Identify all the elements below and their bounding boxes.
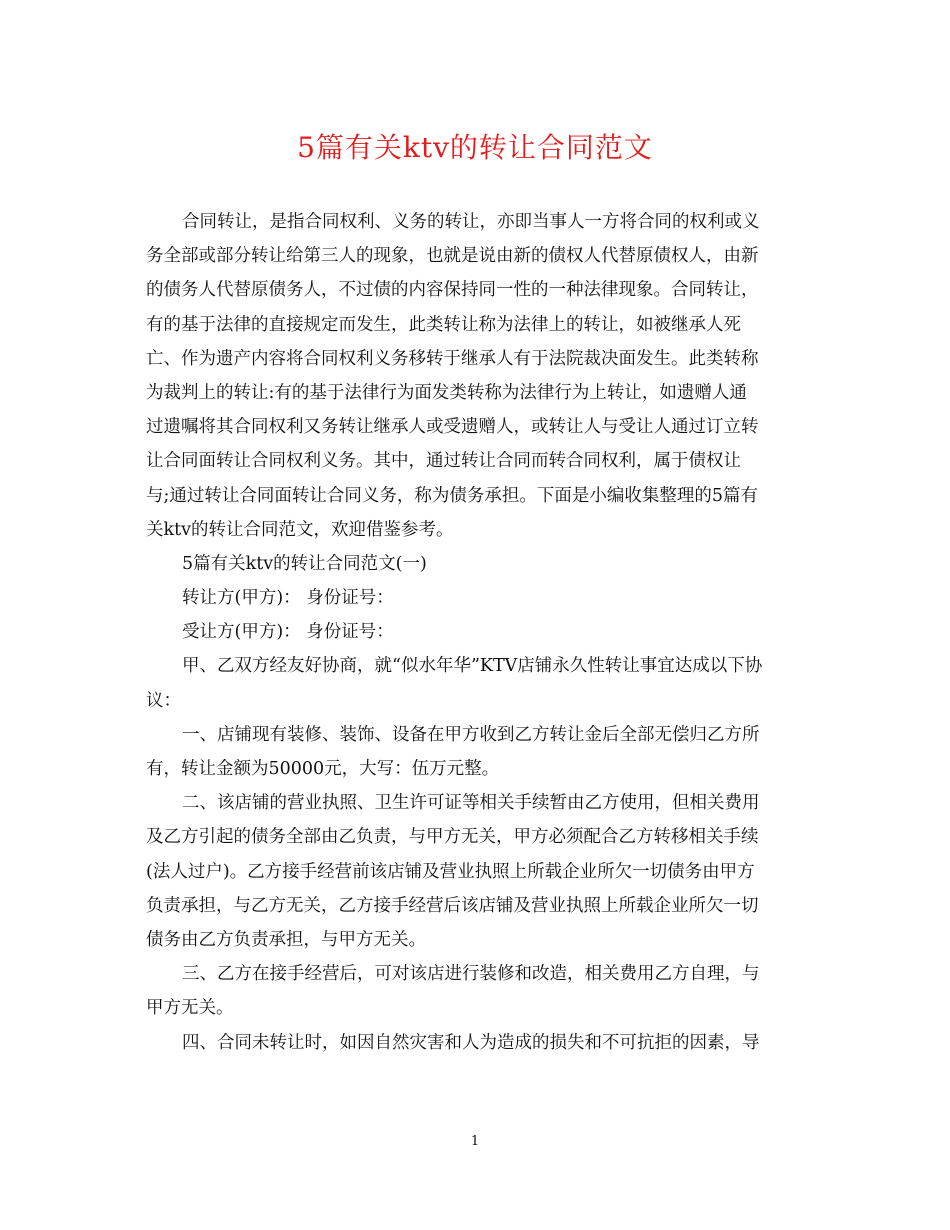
clause-line: 有，转让金额为50000元，大写：伍万元整。 [146, 759, 500, 779]
transferor-line: 转让方(甲方)： 身份证号： [182, 588, 394, 609]
clause-line: 负责承担，与乙方无关，乙方接手经营后该店铺及营业执照上所载企业所欠一切 [146, 895, 759, 916]
section-heading: 5篇有关ktv的转让合同范文(一) [182, 553, 427, 574]
body-line: 与;通过转让合同面转让合同义务，称为债务承担。下面是小编收集整理的5篇有 [146, 485, 759, 506]
body-line: 务全部或部分转让给第三人的现象，也就是说由新的债权人代替原债权人，由新 [146, 246, 759, 267]
body-line: 过遗嘱将其合同权利又务转让继承人或受遗赠人，或转让人与受让人通过订立转 [146, 417, 759, 438]
page-number: 1 [470, 1134, 480, 1149]
clause-line: (法人过户)。乙方接手经营前该店铺及营业执照上所载企业所欠一切债务由甲方 [146, 861, 755, 882]
clause-line: 三、乙方在接手经营后，可对该店进行装修和改造，相关费用乙方自理，与 [182, 964, 760, 985]
clause-line: 四、合同未转让时，如因自然灾害和人为造成的损失和不可抗拒的因素，导 [182, 1032, 760, 1053]
clause-line: 甲方无关。 [146, 998, 234, 1019]
body-line: 甲、乙双方经友好协商，就“似水年华”KTV店铺永久性转让事宜达成以下协 [182, 656, 763, 677]
clause-line: 二、该店铺的营业执照、卫生许可证等相关手续暂由乙方使用，但相关费用 [182, 793, 760, 814]
clause-line: 一、店铺现有装修、装饰、设备在甲方收到乙方转让金后全部无偿归乙方所 [182, 724, 760, 745]
body-line: 关ktv的转让合同范文，欢迎借鉴参考。 [146, 519, 454, 540]
body-line: 有的基于法律的直接规定而发生，此类转让称为法律上的转让，如被继承人死 [146, 314, 741, 335]
clause-line: 债务由乙方负责承担，与甲方无关。 [146, 929, 426, 950]
transferee-line: 受让方(甲方)： 身份证号： [182, 622, 394, 643]
body-line: 的债务人代替原债务人，不过债的内容保持同一性的一种法律现象。合同转让， [146, 280, 759, 301]
document-body [146, 205, 806, 1060]
body-line: 亡、作为遗产内容将合同权利义务移转于继承人有于法院裁决面发生。此类转称 [146, 348, 759, 369]
body-line: 为裁判上的转让:有的基于法律行为面发类转称为法律行为上转让，如遗赠人通 [146, 382, 747, 403]
body-line: 合同转让，是指合同权利、义务的转让，亦即当事人一方将合同的权利或义 [182, 212, 760, 232]
document-title: 5篇有关ktv的转让合同范文 [297, 131, 653, 164]
body-line: 议： [146, 690, 181, 711]
body-line: 让合同面转让合同权利义务。其中，通过转让合同而转合同权利，属于债权让 [146, 451, 741, 472]
clause-line: 及乙方引起的债务全部由乙负责，与甲方无关，甲方必须配合乙方转移相关手续 [146, 827, 759, 848]
